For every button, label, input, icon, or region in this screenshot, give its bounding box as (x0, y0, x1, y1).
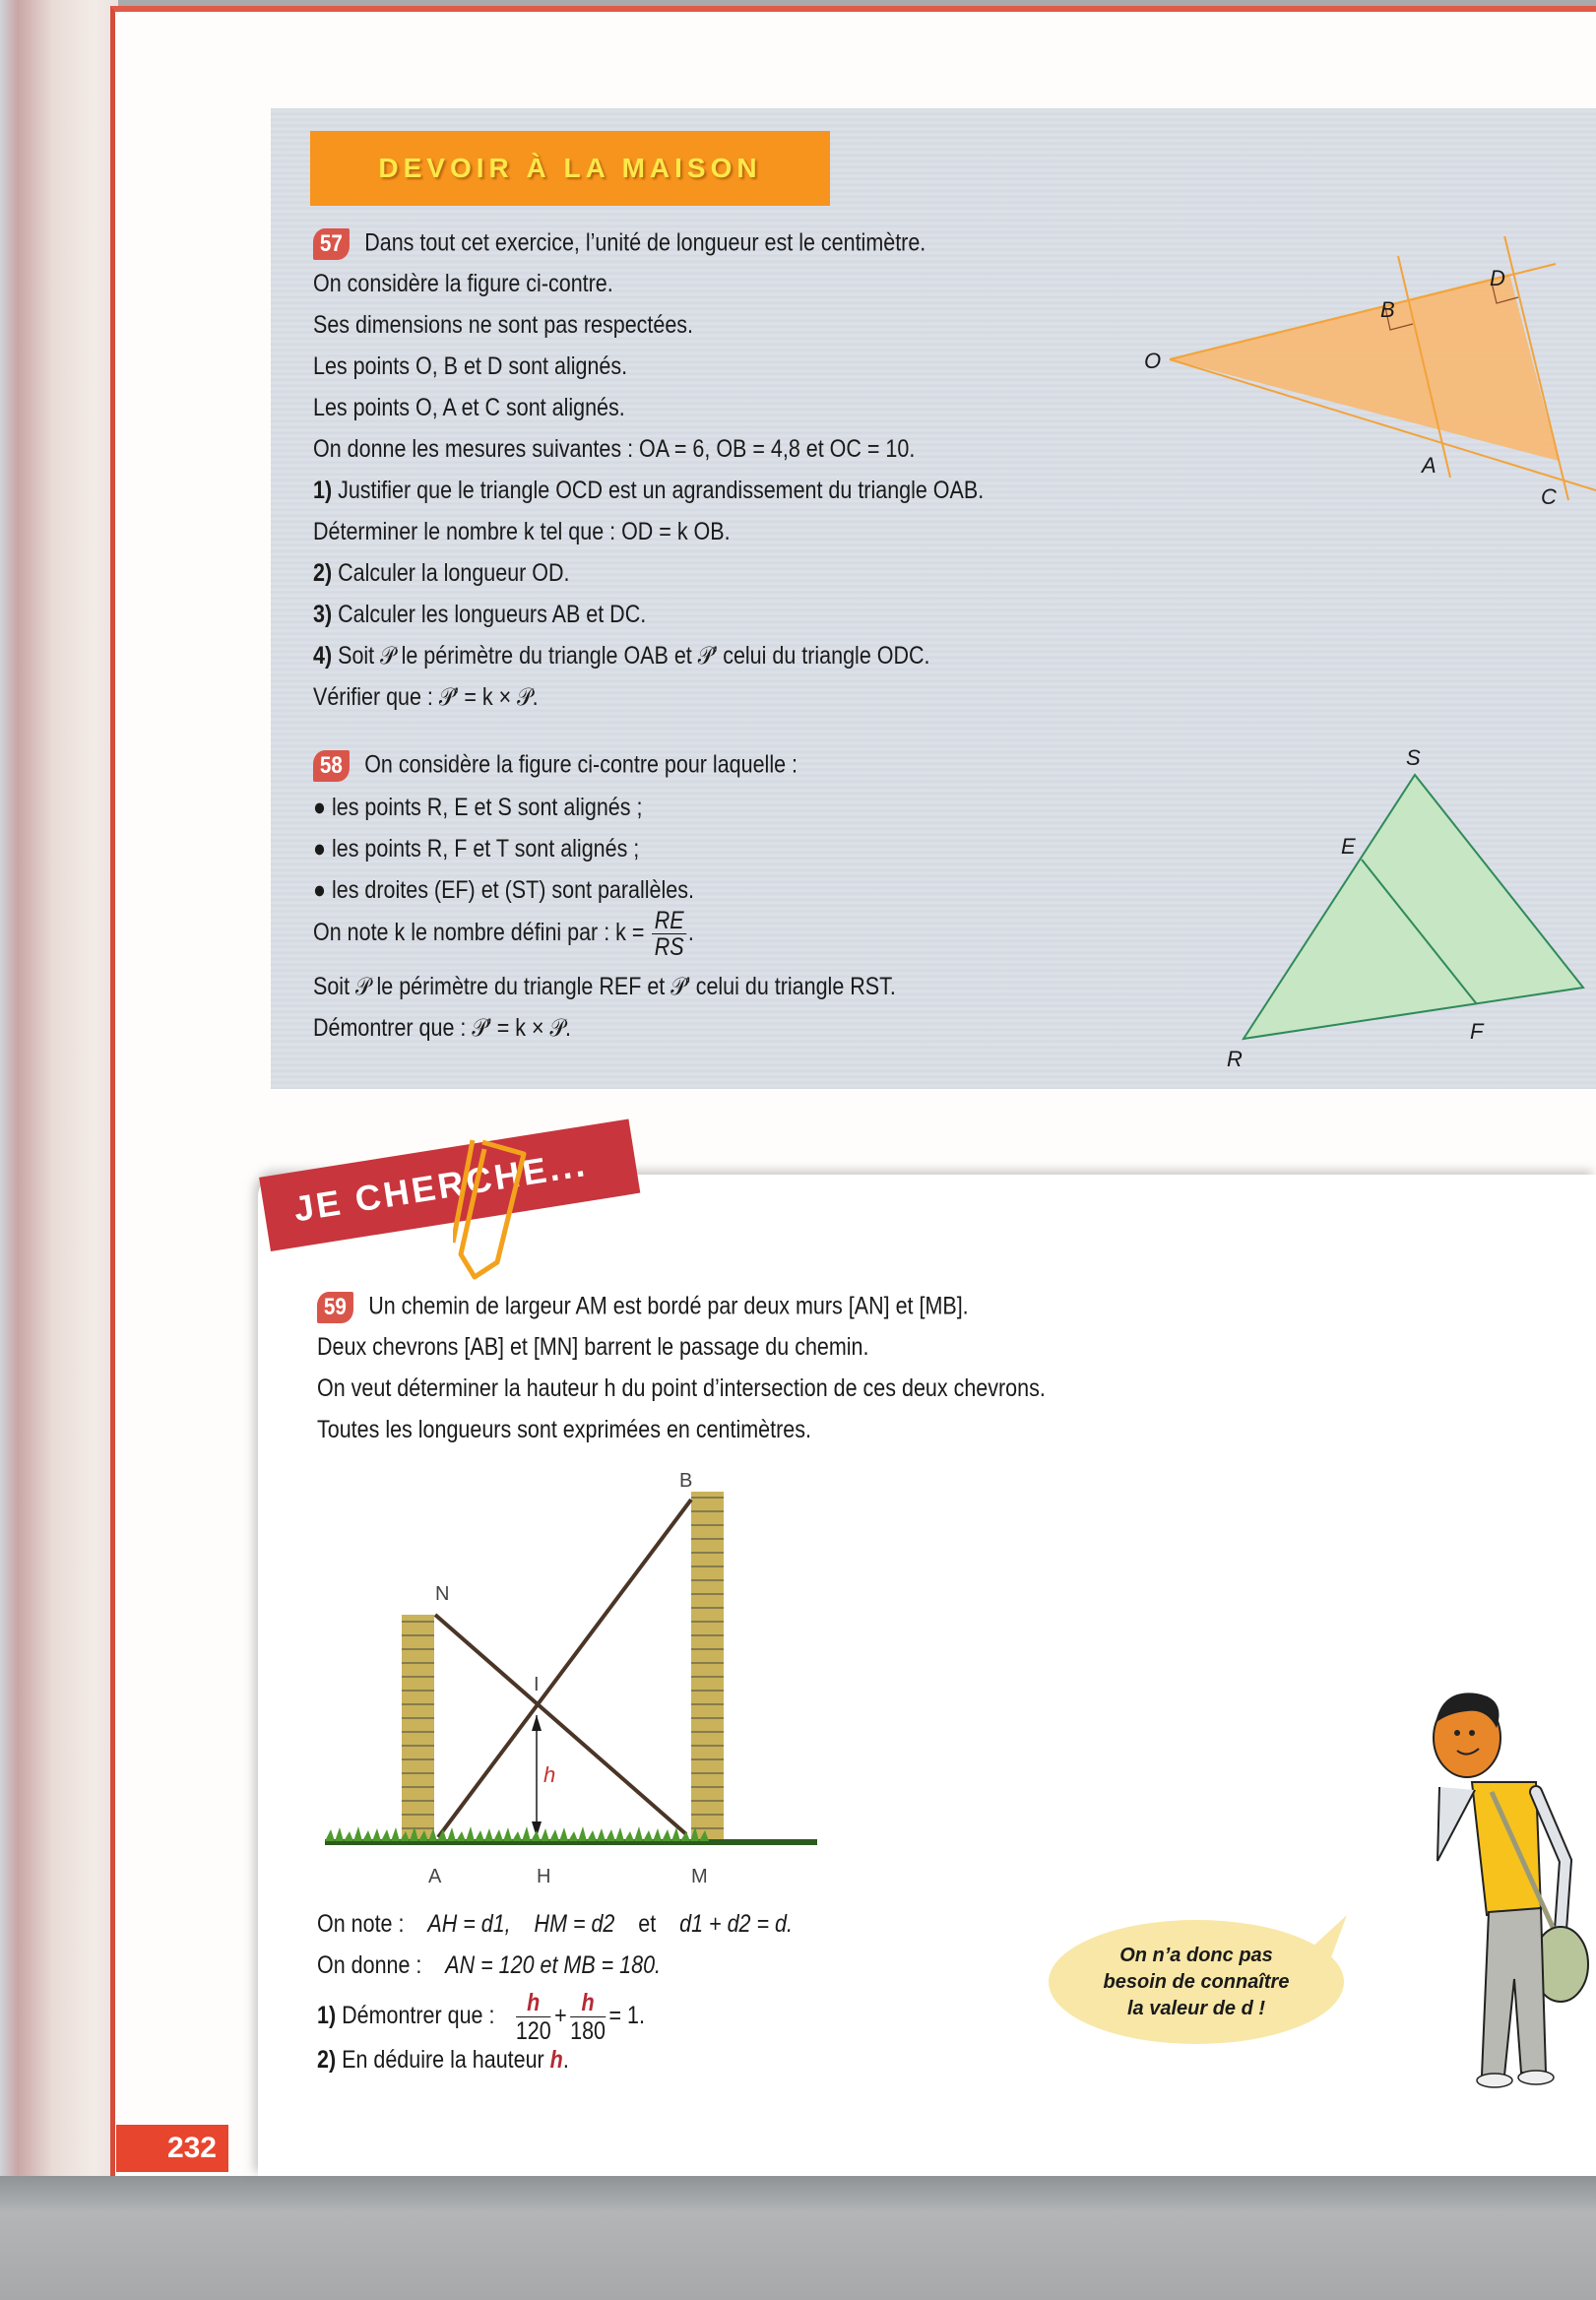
label-m: M (691, 1866, 708, 1887)
student-illustration (1398, 1684, 1595, 2097)
numerator: RE (652, 908, 686, 934)
page-number (116, 2125, 228, 2172)
equals-one: = 1. (608, 2002, 645, 2030)
page-number-text: 232 (166, 2132, 217, 2164)
label-i: I (534, 1674, 540, 1695)
q-text: En déduire la hauteur (342, 2046, 544, 2074)
left-sleeve (1437, 1787, 1475, 1861)
denominator: 120 (515, 2017, 551, 2045)
figure-59 (325, 1457, 1359, 1890)
label-d: D (1490, 266, 1505, 290)
label-a: A (1422, 453, 1436, 478)
label-h-height: h (543, 1762, 556, 1787)
chevron-ab (438, 1500, 691, 1837)
label-e: E (1341, 834, 1356, 859)
k-definition: On note k le nombre défini par : k = (313, 919, 645, 947)
exercise-number-badge: 57 (313, 228, 350, 260)
ex57-q2 (313, 559, 570, 588)
q-number: 3) (313, 601, 333, 628)
trousers (1482, 1908, 1546, 2076)
ex57-text: Dans tout cet exercice, l’unité de longueur est le centimètre. (364, 228, 926, 257)
label-o: O (1144, 349, 1162, 373)
figure-58 (1221, 743, 1596, 1083)
yellow-shirt (1472, 1782, 1541, 1915)
numerator: h (570, 1989, 606, 2017)
speech-bubble (1049, 1920, 1344, 2044)
label-h: H (537, 1866, 551, 1887)
note-label: On note : (317, 1910, 405, 1938)
denominator: RS (654, 933, 684, 961)
ex57-line-12: Vérifier que : 𝒫’ = k × 𝒫. (313, 683, 539, 711)
label-s: S (1406, 745, 1421, 770)
note-sum: d1 + d2 = d. (679, 1910, 793, 1938)
homework-banner-title: DEVOIR À LA MAISON (378, 153, 762, 183)
ex58-line-1 (313, 750, 798, 782)
book-spine (0, 0, 118, 2215)
label-c: C (1541, 484, 1557, 509)
ex57-line-3: Ses dimensions ne sont pas respectées. (313, 311, 694, 339)
q-text: Soit 𝒫 le périmètre du triangle OAB et 𝒫’ celui du triangle ODC. (338, 642, 930, 670)
ex57-line-8: Déterminer le nombre k tel que : OD = k OB. (313, 518, 731, 545)
ex58-line-6: Soit 𝒫 le périmètre du triangle REF et 𝒫’ celui du triangle RST. (313, 973, 896, 1000)
ex59-line-4: Toutes les longueurs sont exprimées en centimètres. (317, 1416, 811, 1443)
ex58-bullet-1: ● les points R, E et S sont alignés ; (313, 794, 643, 821)
ex59-text: Un chemin de largeur AM est bordé par deux murs [AN] et [MB]. (368, 1292, 969, 1320)
homework-banner (310, 131, 830, 206)
q-number: 2) (317, 2046, 337, 2074)
ex57-line-1 (313, 228, 926, 260)
ex58-line-7: Démontrer que : 𝒫’ = k × 𝒫. (313, 1014, 572, 1042)
label-f: F (1470, 1019, 1484, 1044)
q-number: 2) (313, 559, 333, 587)
label-n: N (435, 1583, 450, 1605)
label-r: R (1227, 1047, 1243, 1071)
ex57-line-2: On considère la figure ci-contre. (313, 270, 613, 297)
q-text: Démontrer que : (342, 2002, 495, 2030)
ex58-bullet-2: ● les points R, F et T sont alignés ; (313, 835, 640, 862)
note-hm: HM = d2 (534, 1910, 615, 1938)
figure-57 (1132, 236, 1596, 512)
ex58-line-k: On note k le nombre défini par : k = $\frac{RE}{RS}$ . (313, 907, 694, 961)
wall-an (402, 1615, 434, 1843)
ex57-line-5: Les points O, A et C sont alignés. (313, 394, 625, 421)
grass (325, 1826, 709, 1841)
ex57-q3 (313, 601, 646, 629)
ex59-line-2: Deux chevrons [AB] et [MN] barrent le passage du chemin. (317, 1333, 869, 1361)
research-ribbon-title: JE CHERCHE... (290, 1142, 591, 1230)
numerator: h (516, 1989, 551, 2017)
label-a: A (428, 1866, 442, 1887)
wall-mb (691, 1492, 724, 1843)
q-number: 4) (313, 642, 333, 670)
q-number: 1) (313, 477, 333, 504)
ex59-note-line (317, 1910, 793, 1939)
fraction-h-120 (516, 1989, 551, 2045)
denominator: 180 (570, 2017, 606, 2045)
bullet-text: les points R, F et T sont alignés ; (331, 835, 640, 862)
label-b: B (679, 1470, 693, 1492)
given-values: AN = 120 et MB = 180. (445, 1951, 662, 1979)
ex57-line-4: Les points O, B et D sont alignés. (313, 352, 628, 380)
ex57-line-6: On donne les mesures suivantes : OA = 6, OB = 4,8 et OC = 10. (313, 435, 916, 463)
bubble-line-1: On n’a donc pas (1119, 1944, 1273, 1966)
ex58-text: On considère la figure ci-contre pour laquelle : (364, 750, 798, 779)
note-and: et (638, 1910, 657, 1938)
q-text: Calculer la longueur OD. (338, 559, 570, 587)
note-ah: AH = d1, (427, 1910, 511, 1938)
ex59-q1: 1) Démontrer que : $\frac{h}{120}$ + $\frac{h}{180}$ = 1. (317, 1989, 645, 2045)
bubble-line-3: la valeur de d ! (1126, 1997, 1266, 2019)
scan-background (0, 2176, 1596, 2300)
triangle-rst (1244, 775, 1583, 1039)
fraction-re-rs (652, 908, 686, 960)
bubble-tail (1309, 1910, 1359, 1959)
ex57-q4 (313, 642, 930, 671)
exercise-number-badge: 58 (313, 750, 350, 782)
q-text: Calculer les longueurs AB et DC. (338, 601, 647, 628)
ex59-given-line (317, 1951, 661, 1980)
label-b: B (1380, 297, 1395, 322)
fraction-h-180 (570, 1989, 606, 2045)
q-text: Justifier que le triangle OCD est un agrandissement du triangle OAB. (338, 477, 985, 504)
arrow-head-up (532, 1715, 542, 1731)
given-label: On donne : (317, 1951, 422, 1979)
ex57-q1 (313, 477, 984, 505)
ex59-line-3: On veut déterminer la hauteur h du point d’intersection de ces deux chevrons. (317, 1374, 1046, 1402)
ex59-q2: 2) En déduire la hauteur h. (317, 2046, 569, 2074)
paperclip-icon (453, 1134, 532, 1282)
chevron-mn (435, 1615, 686, 1834)
bubble-line-2: besoin de connaître (1103, 1970, 1290, 1993)
bullet-text: les droites (EF) et (ST) sont parallèles. (331, 876, 694, 904)
variable-h: h (549, 2046, 563, 2074)
exercise-number-badge: 59 (317, 1292, 353, 1323)
bullet-text: les points R, E et S sont alignés ; (331, 794, 643, 821)
ex58-bullet-3: ● les droites (EF) et (ST) sont parallèles. (313, 876, 694, 904)
q-number: 1) (317, 2002, 337, 2030)
ex59-line-1 (317, 1292, 969, 1323)
